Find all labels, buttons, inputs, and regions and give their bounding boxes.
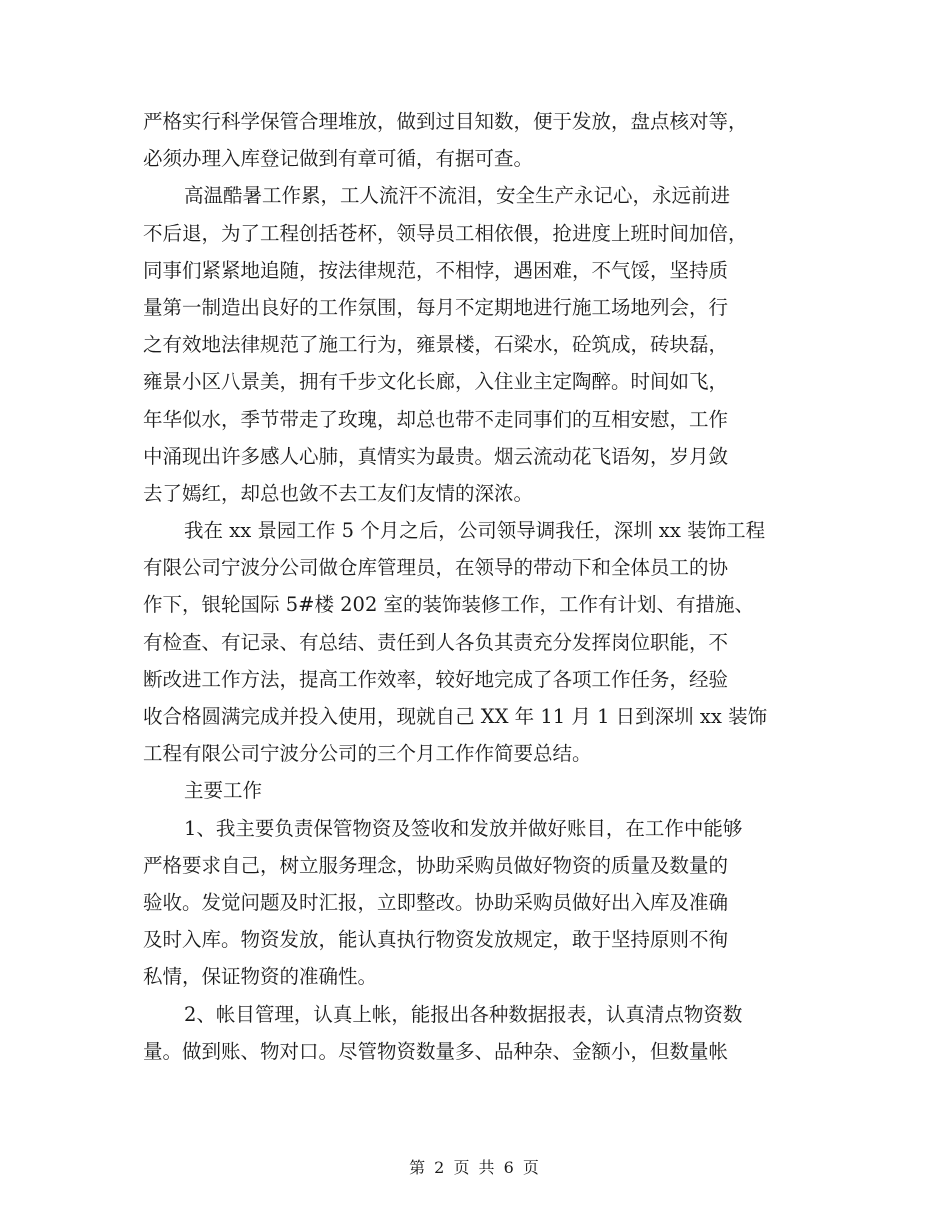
text-line: 验收。发觉问题及时汇报，立即整改。协助采购员做好出入库及准确 [143, 890, 729, 914]
text-line: 断改进工作方法，提高工作效率，较好地完成了各项工作任务，经验 [143, 667, 729, 691]
paragraph-start-line: 1、我主要负责保管物资及签收和发放并做好账目，在工作中能够 [184, 816, 743, 840]
text-line: 作下，银轮国际 5#楼 202 室的装饰装修工作，工作有计划、有措施、 [143, 593, 755, 617]
text-line: 年华似水，季节带走了玫瑰，却总也带不走同事们的互相安慰，工作 [143, 407, 729, 431]
text-line: 收合格圆满完成并投入使用，现就自己 XX 年 11 月 1 日到深圳 xx 装饰 [143, 705, 768, 728]
text-line: 有检查、有记录、有总结、责任到人各负其责充分发挥岗位职能，不 [143, 630, 729, 654]
document-body [143, 103, 813, 1070]
paragraph-start-line: 2、帐目管理，认真上帐，能报出各种数据报表，认真清点物资数 [184, 1002, 743, 1026]
text-line: 中涌现出许多感人心肺，真情实为最贵。烟云流动花飞语匆，岁月敛 [143, 444, 729, 468]
paragraph-start-line: 高温酷暑工作累，工人流汗不流泪，安全生产永记心，永远前进 [184, 184, 731, 208]
text-line: 严格要求自己，树立服务理念，协助采购员做好物资的质量及数量的 [143, 853, 729, 877]
text-line: 私情，保证物资的准确性。 [143, 965, 378, 989]
text-line: 之有效地法律规范了施工行为，雍景楼，石梁水，砼筑成，砖块磊， [143, 333, 729, 357]
text-line: 严格实行科学保管合理堆放，做到过目知数，便于发放，盘点核对等， [143, 110, 748, 133]
page-number-footer: 第 2 页 共 6 页 [409, 1158, 541, 1177]
text-line: 工程有限公司宁波分公司的三个月工作作简要总结。 [143, 742, 592, 766]
text-line: 必须办理入库登记做到有章可循，有据可查。 [143, 147, 534, 171]
text-line: 雍景小区八景美，拥有千步文化长廊，入住业主定陶醉。时间如飞， [143, 370, 729, 394]
section-heading: 主要工作 [184, 779, 263, 803]
text-line: 不后退，为了工程创括苍杯，领导员工相依偎，抢进度上班时间加倍， [143, 221, 748, 245]
text-line: 去了嫣红，却总也敛不去工友们友情的深浓。 [143, 481, 534, 505]
text-line: 及时入库。物资发放，能认真执行物资发放规定，敢于坚持原则不徇 [143, 928, 729, 952]
text-line: 量。做到账、物对口。尽管物资数量多、品种杂、金额小，但数量帐 [143, 1039, 729, 1063]
text-line: 量第一制造出良好的工作氛围，每月不定期地进行施工场地列会，行 [143, 295, 729, 319]
paragraph-start-line: 我在 xx 景园工作 5 个月之后，公司领导调我任，深圳 xx 装饰工程 [184, 519, 766, 543]
text-line: 有限公司宁波分公司做仓库管理员，在领导的带动下和全体员工的协 [143, 556, 729, 580]
text-line: 同事们紧紧地追随，按法律规范，不相悖，遇困难，不气馁，坚持质 [143, 258, 729, 282]
